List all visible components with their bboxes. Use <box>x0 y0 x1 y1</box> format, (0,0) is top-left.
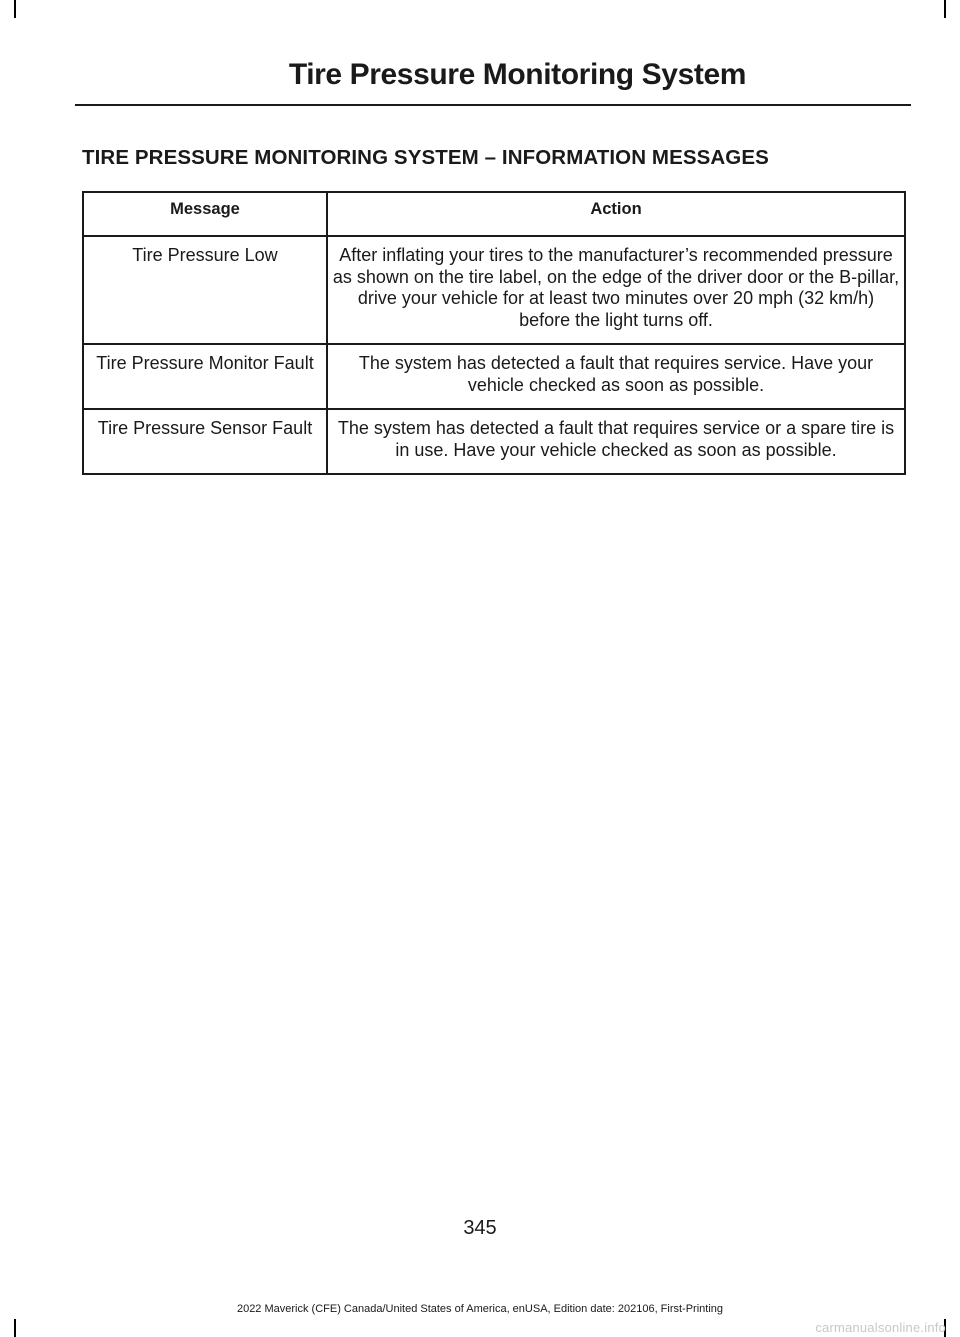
page-title: Tire Pressure Monitoring System <box>288 58 746 91</box>
message-cell: Tire Pressure Monitor Fault <box>83 344 327 409</box>
table-row <box>83 409 905 474</box>
action-cell: After inflating your tires to the manufacturer’s recommended pressure as shown on the tire label, on the edge of the driver door or the B-pillar, drive your vehicle for at least two minutes over 20 mph (32 km/h) before the light turns off. <box>327 236 905 344</box>
table-header-row <box>83 192 905 236</box>
section-heading: TIRE PRESSURE MONITORING SYSTEM – INFORMATION MESSAGES <box>82 146 769 169</box>
column-header-message: Message <box>83 192 327 236</box>
edition-note: 2022 Maverick (CFE) Canada/United States of America, enUSA, Edition date: 202106, First-Printing <box>236 1303 724 1315</box>
column-header-action: Action <box>327 192 905 236</box>
page-header <box>75 58 911 92</box>
table-row <box>83 236 905 344</box>
page-number: 345 <box>463 1217 497 1239</box>
crop-mark-top-left <box>14 0 16 18</box>
watermark-link[interactable]: carmanualsonline.info <box>815 1320 946 1335</box>
header-divider <box>75 104 911 106</box>
action-cell: The system has detected a fault that requires service or a spare tire is in use. Have your vehicle checked as soon as possible. <box>327 409 905 474</box>
table-row <box>83 344 905 409</box>
crop-mark-bottom-left <box>14 1319 16 1337</box>
message-cell: Tire Pressure Sensor Fault <box>83 409 327 474</box>
action-cell: The system has detected a fault that requires service. Have your vehicle checked as soon as possible. <box>327 344 905 409</box>
crop-mark-top-right <box>944 0 946 18</box>
information-messages-table <box>82 191 906 475</box>
message-cell: Tire Pressure Low <box>83 236 327 344</box>
